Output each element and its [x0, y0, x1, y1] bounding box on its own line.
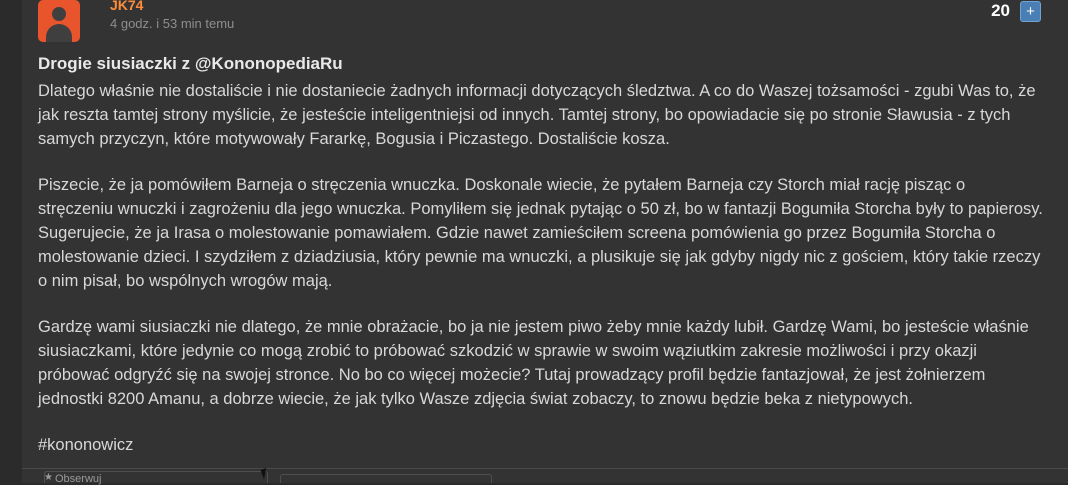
hashtag-link[interactable]: #kononowicz — [38, 436, 134, 454]
post-title: Drogie siusiaczki z @KononopediaRu — [38, 54, 343, 73]
user-avatar-icon[interactable] — [38, 0, 80, 42]
left-gutter — [0, 0, 22, 483]
bottom-toolbar-label: Obserwuj — [55, 473, 102, 485]
author-name-link[interactable]: JK74 — [110, 0, 144, 13]
score-block — [991, 0, 1041, 22]
avatar-body-shape — [46, 24, 72, 42]
bottom-toolbar — [22, 468, 1068, 483]
star-icon: ★ — [44, 472, 53, 483]
post-body — [22, 53, 1068, 457]
vote-up-button[interactable]: + — [1020, 1, 1041, 22]
author-block — [110, 0, 234, 32]
post-header — [22, 0, 1068, 42]
post-paragraph: Piszecie, że ja pomówiłem Barneja o stręczenia wnuczka. Doskonale wiecie, że pytałem Barneja czy Storch miał rację pisząc o stręczeniu wnuczki i zagrożeniu dla jego wnuczka. Pomyliłem się jednak pytając o 50 zł, bo w fantazji Bogumiła Storcha były to papierosy. Sugerujecie, że ja Irasa o molestowanie pomawiałem. Gdzie nawet zamieściłem screena pomówienia go przez Bogumiła Storcha o molestowanie dzieci. I szydziłem z dziadziusia, który pewnie ma wnuczki, a plusikuje się jak gdyby nigdy nic z gościem, który takie rzeczy o nim pisał, bo wspólnych wrogów mają. — [38, 176, 1043, 290]
score-value: 20 — [991, 1, 1010, 20]
post-paragraph: Dlatego właśnie nie dostaliście i nie dostaniecie żadnych informacji dotyczących śledztwa. A co do Waszej tożsamości - zgubi Was to, że jak reszta tamtej strony myślicie, że jesteście inteligentniejsi od innych. Tamtej strony, bo opowiadacie się po stronie Sławusia - z tych samych przyczyn, które motywowały Fararkę, Bogusia i Piczastego. Dostaliście kosza. — [38, 82, 1036, 148]
post-paragraph: Gardzę wami siusiaczki nie dlatego, że mnie obrażacie, bo ja nie jestem piwo żeby mnie każdy lubił. Gardzę Wami, bo jesteście właśnie siusiaczkami, które jedynie co mogą zrobić to próbować szkodzić w sprawie w swoim wąziutkim zakresie możliwości i przy okazji próbować odgryźć się na swojej stronce. No bo co więcej możecie? Tutaj prowadzący profil będzie fantazjował, że jest żołnierzem jednostki 8200 Amanu, a dobrze wiecie, że jak tylko Wasze zdjęcia świat zobaczy, to znowu będzie beka z nietypowych. — [38, 318, 1029, 408]
avatar-head-shape — [52, 7, 66, 21]
bottom-toolbar-item-secondary[interactable] — [280, 474, 492, 483]
post-timestamp: 4 godz. i 53 min temu — [110, 16, 235, 31]
post-container — [22, 0, 1068, 483]
